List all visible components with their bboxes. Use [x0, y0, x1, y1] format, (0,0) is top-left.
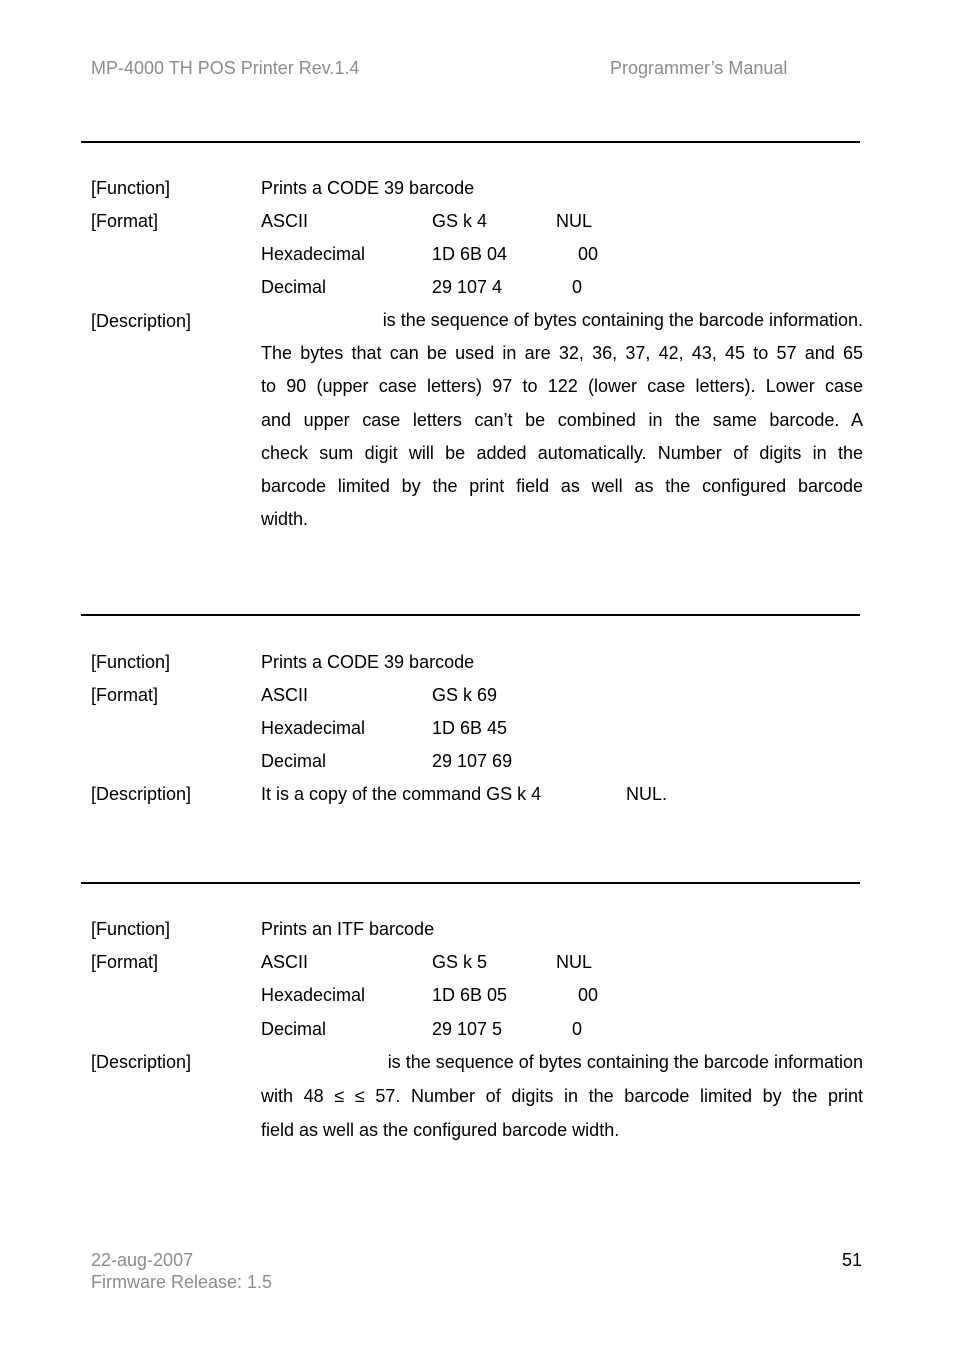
format-decimal-end: 0 — [572, 277, 583, 297]
function-label: [Function] — [91, 178, 171, 198]
format-hex-end: 00 — [578, 985, 599, 1005]
format-decimal-end: 0 — [572, 1019, 583, 1039]
format-ascii-label: ASCII — [261, 685, 309, 705]
description-line: width. — [261, 509, 309, 530]
description-label: [Description] — [91, 784, 192, 804]
page-number: 51 — [841, 1250, 862, 1270]
description-line: check sum digit will be added automatically. Number of digits in the — [261, 442, 863, 463]
format-decimal-label: Decimal — [261, 1019, 327, 1039]
format-hex-code: 1D 6B 04 — [432, 244, 508, 264]
description-line: field as well as the configured barcode width. — [261, 1120, 620, 1140]
description-line: is the sequence of bytes containing the barcode information. — [382, 310, 863, 330]
format-ascii-code: GS k 4 — [432, 211, 488, 231]
header-manual-title: Programmer’s Manual — [610, 58, 788, 78]
description-line: with 48 ≤ ≤ 57. Number of digits in the barcode limited by the print — [261, 1086, 863, 1106]
description-label: [Description] — [91, 1052, 192, 1072]
function-text: Prints a CODE 39 barcode — [261, 178, 475, 198]
format-decimal-code: 29 107 69 — [432, 751, 513, 771]
description-line: is the sequence of bytes containing the barcode information — [387, 1052, 863, 1072]
description-text — [261, 304, 863, 536]
format-ascii-label: ASCII — [261, 211, 309, 231]
function-text: Prints a CODE 39 barcode — [261, 652, 475, 672]
description-text: It is a copy of the command GS k 4 — [261, 784, 542, 804]
section-divider — [81, 882, 860, 884]
format-hex-end: 00 — [578, 244, 599, 264]
footer-date: 22-aug-2007 — [91, 1250, 194, 1270]
format-decimal-code: 29 107 4 — [432, 277, 503, 297]
description-text — [261, 1045, 863, 1147]
section-divider — [81, 614, 860, 616]
format-label: [Format] — [91, 685, 159, 705]
format-decimal-code: 29 107 5 — [432, 1019, 503, 1039]
function-text: Prints an ITF barcode — [261, 919, 435, 939]
format-hex-code: 1D 6B 45 — [432, 718, 508, 738]
header-document-title: MP-4000 TH POS Printer Rev.1.4 — [91, 58, 360, 78]
format-ascii-end: NUL — [556, 211, 593, 231]
description-line: and upper case letters can’t be combined in the same barcode. A — [261, 409, 863, 430]
format-ascii-code: GS k 5 — [432, 952, 488, 972]
description-label: [Description] — [91, 311, 192, 331]
description-text-end: NUL. — [626, 784, 668, 804]
format-hex-label: Hexadecimal — [261, 985, 366, 1005]
format-decimal-label: Decimal — [261, 751, 327, 771]
section-divider — [81, 141, 860, 143]
format-label: [Format] — [91, 952, 159, 972]
format-hex-label: Hexadecimal — [261, 718, 366, 738]
format-hex-label: Hexadecimal — [261, 244, 366, 264]
format-hex-code: 1D 6B 05 — [432, 985, 508, 1005]
format-ascii-end: NUL — [556, 952, 593, 972]
description-line: to 90 (upper case letters) 97 to 122 (lower case letters). Lower case — [261, 376, 863, 397]
format-ascii-code: GS k 69 — [432, 685, 498, 705]
format-label: [Format] — [91, 211, 159, 231]
format-decimal-label: Decimal — [261, 277, 327, 297]
function-label: [Function] — [91, 652, 171, 672]
footer-firmware: Firmware Release: 1.5 — [91, 1272, 273, 1292]
format-ascii-label: ASCII — [261, 952, 309, 972]
description-line: The bytes that can be used in are 32, 36, 37, 42, 43, 45 to 57 and 65 — [261, 343, 863, 364]
function-label: [Function] — [91, 919, 171, 939]
description-line: barcode limited by the print field as well as the configured barcode — [261, 476, 863, 497]
